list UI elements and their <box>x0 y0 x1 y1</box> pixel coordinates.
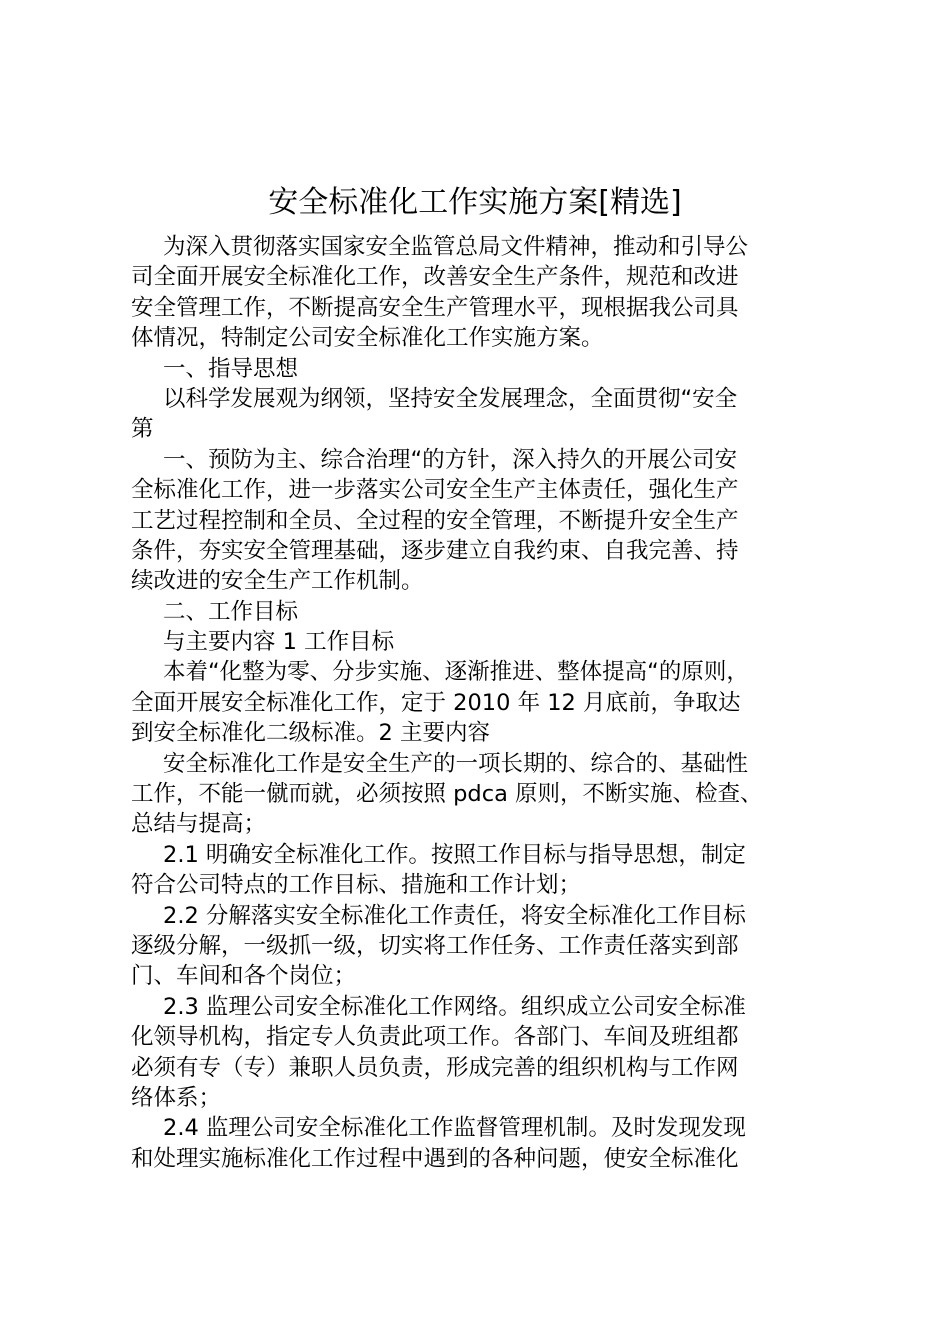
paragraph-line: 体情况，特制定公司安全标准化工作实施方案。 <box>131 325 604 352</box>
paragraph-line: 符合公司特点的工作目标、措施和工作计划； <box>131 872 582 899</box>
paragraph-line: 必须有专（专）兼职人员负责，形成完善的组织机构与工作网 <box>131 1054 739 1081</box>
paragraph-line: 总结与提高； <box>131 811 267 838</box>
paragraph-line: 门、车间和各个岗位； <box>131 963 357 990</box>
paragraph-line: 司全面开展安全标准化工作，改善安全生产条件，规范和改进 <box>131 264 739 291</box>
section-heading: 一、指导思想 <box>163 355 299 382</box>
paragraph-line: 化领导机构，指定专人负责此项工作。各部门、车间及班组都 <box>131 1024 739 1051</box>
paragraph-line: 以科学发展观为纲领，坚持安全发展理念，全面贯彻“安全 <box>163 385 738 412</box>
document-body <box>131 232 831 1174</box>
section-heading: 二、工作目标 <box>163 598 299 625</box>
paragraph-line: 2.2 分解落实安全标准化工作责任，将安全标准化工作目标 <box>163 902 746 929</box>
paragraph-line: 工艺过程控制和全员、全过程的安全管理，不断提升安全生产 <box>131 507 739 534</box>
paragraph-line: 一、预防为主、综合治理“的方针，深入持久的开展公司安 <box>163 446 738 473</box>
paragraph-line: 安全标准化工作是安全生产的一项长期的、综合的、基础性 <box>163 750 749 777</box>
paragraph-line: 和处理实施标准化工作过程中遇到的各种问题，使安全标准化 <box>131 1145 739 1172</box>
paragraph-line: 第 <box>131 416 154 443</box>
paragraph-line: 工作，不能一僦而就，必须按照 pdca 原则，不断实施、检查、 <box>131 781 763 808</box>
paragraph-line: 与主要内容 1 工作目标 <box>163 629 395 656</box>
paragraph-line: 到安全标准化二级标准。2 主要内容 <box>131 720 490 747</box>
paragraph-line: 全面开展安全标准化工作，定于 2010 年 12 月底前，争取达 <box>131 689 741 716</box>
paragraph-line: 络体系； <box>131 1084 222 1111</box>
paragraph-line: 2.3 监理公司安全标准化工作网络。组织成立公司安全标准 <box>163 993 746 1020</box>
paragraph-line: 为深入贯彻落实国家安全监管总局文件精神，推动和引导公 <box>163 234 749 260</box>
document-title: 安全标准化工作实施方案[精选] <box>268 185 682 220</box>
paragraph-line: 安全管理工作，不断提高安全生产管理水平，现根据我公司具 <box>131 294 739 321</box>
paragraph-line: 逐级分解，一级抓一级，切实将工作任务、工作责任落实到部 <box>131 932 739 959</box>
paragraph-line: 续改进的安全生产工作机制。 <box>131 568 424 595</box>
paragraph-line: 全标准化工作，进一步落实公司安全生产主体责任，强化生产 <box>131 477 739 504</box>
paragraph-line: 条件，夯实安全管理基础，逐步建立自我约束、自我完善、持 <box>131 537 739 564</box>
paragraph-line: 2.1 明确安全标准化工作。按照工作目标与指导思想，制定 <box>163 841 746 868</box>
paragraph-line: 2.4 监理公司安全标准化工作监督管理机制。及时发现发现 <box>163 1115 746 1142</box>
paragraph-line: 本着“化整为零、分步实施、逐渐推进、整体提高“的原则， <box>163 659 749 686</box>
